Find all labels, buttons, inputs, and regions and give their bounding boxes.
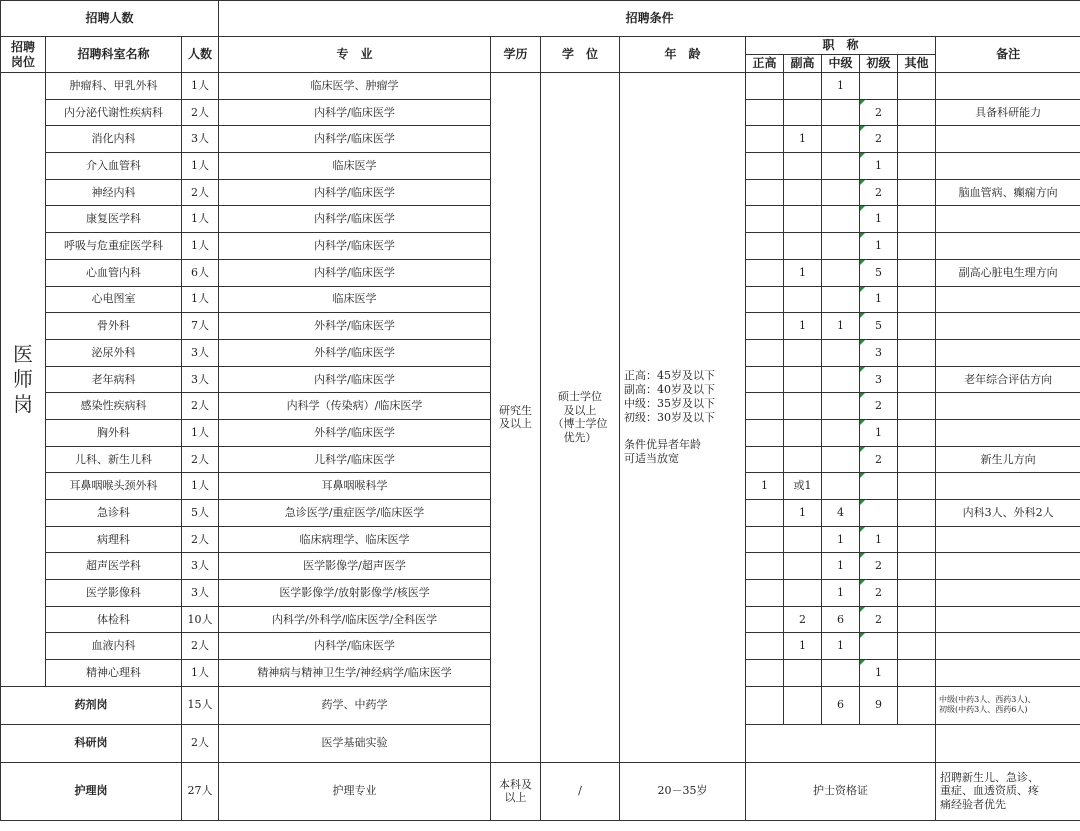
title-zhongji-cell (822, 179, 860, 206)
title-zhongji-cell (822, 153, 860, 180)
title-chuji-cell: 1 (860, 233, 898, 260)
title-zhongji-cell (822, 286, 860, 313)
title-zhenggao-cell (746, 553, 784, 580)
remarks-cell: 新生儿方向 (936, 446, 1080, 473)
pharmacy-major: 药学、中药学 (219, 686, 491, 724)
major-cell: 内科学/临床医学 (219, 206, 491, 233)
pharmacy-zhongji: 6 (822, 686, 860, 724)
count-cell: 1人 (182, 73, 219, 100)
title-chuji-cell: 2 (860, 179, 898, 206)
title-zhenggao-cell (746, 500, 784, 527)
header-row-1 (1, 1, 1080, 37)
title-zhongji-cell (822, 366, 860, 393)
title-zhongji-cell: 1 (822, 526, 860, 553)
title-chuji-cell: 2 (860, 126, 898, 153)
title-fugao-cell (784, 553, 822, 580)
title-qita-cell (898, 179, 936, 206)
remarks-cell: 老年综合评估方向 (936, 366, 1080, 393)
title-chuji-cell: 5 (860, 313, 898, 340)
header-post: 招聘 岗位 (1, 37, 46, 73)
title-chuji-cell: 2 (860, 553, 898, 580)
major-cell: 内科学/临床医学 (219, 99, 491, 126)
count-cell: 2人 (182, 446, 219, 473)
title-zhenggao-cell (746, 206, 784, 233)
title-fugao-cell: 2 (784, 606, 822, 633)
remarks-cell (936, 660, 1080, 687)
title-qita-cell (898, 500, 936, 527)
remarks-cell (936, 313, 1080, 340)
dept-cell: 呼吸与危重症医学科 (46, 233, 182, 260)
title-zhongji-cell (822, 473, 860, 500)
title-chuji-cell: 1 (860, 206, 898, 233)
remarks-cell (936, 393, 1080, 420)
title-zhenggao-cell (746, 233, 784, 260)
title-chuji-cell (860, 633, 898, 660)
remarks-cell (936, 580, 1080, 607)
title-zhongji-cell (822, 126, 860, 153)
remarks-cell: 脑血管病、癫痫方向 (936, 179, 1080, 206)
title-zhenggao-cell (746, 393, 784, 420)
pharmacy-remarks-line-2: 初级(中药3人、西药6人) (939, 705, 1028, 715)
remarks-cell (936, 286, 1080, 313)
pharmacy-fugao (784, 686, 822, 724)
title-zhongji-cell: 1 (822, 553, 860, 580)
doctor-post-label: 医 师 岗 (1, 73, 46, 687)
dept-cell: 神经内科 (46, 179, 182, 206)
nursing-age: 20－35岁 (620, 762, 746, 820)
dept-cell: 骨外科 (46, 313, 182, 340)
dept-cell: 消化内科 (46, 126, 182, 153)
title-chuji-cell: 2 (860, 99, 898, 126)
remarks-cell: 具备科研能力 (936, 99, 1080, 126)
title-zhongji-cell (822, 233, 860, 260)
count-cell: 3人 (182, 553, 219, 580)
title-chuji-cell: 3 (860, 366, 898, 393)
title-fugao-cell (784, 366, 822, 393)
pharmacy-remarks-line-1: 中级(中药3人、西药3人)、 (939, 695, 1036, 705)
pharmacy-zhenggao (746, 686, 784, 724)
remarks-cell (936, 473, 1080, 500)
title-zhenggao-cell (746, 99, 784, 126)
dept-cell: 儿科、新生儿科 (46, 446, 182, 473)
pharmacy-post: 药剂岗 (1, 686, 182, 724)
title-chuji-cell: 1 (860, 660, 898, 687)
count-cell: 10人 (182, 606, 219, 633)
title-qita-cell (898, 580, 936, 607)
title-zhenggao-cell (746, 419, 784, 446)
remarks-cell (936, 419, 1080, 446)
title-zhongji-cell: 1 (822, 73, 860, 100)
header-title-zhongji: 中级 (822, 55, 860, 73)
header-remarks: 备注 (936, 37, 1080, 73)
title-fugao-cell (784, 73, 822, 100)
title-fugao-cell (784, 660, 822, 687)
title-fugao-cell (784, 206, 822, 233)
title-zhongji-cell: 1 (822, 580, 860, 607)
title-fugao-cell (784, 419, 822, 446)
major-cell: 急诊医学/重症医学/临床医学 (219, 500, 491, 527)
remarks-cell (936, 233, 1080, 260)
major-cell: 临床病理学、临床医学 (219, 526, 491, 553)
title-zhenggao-cell (746, 526, 784, 553)
pharmacy-chuji: 9 (860, 686, 898, 724)
remarks-cell (936, 633, 1080, 660)
count-cell: 2人 (182, 526, 219, 553)
title-chuji-cell: 2 (860, 446, 898, 473)
count-cell: 1人 (182, 660, 219, 687)
pharmacy-remarks (936, 686, 1080, 724)
title-zhongji-cell (822, 660, 860, 687)
title-zhenggao-cell (746, 153, 784, 180)
dept-cell: 血液内科 (46, 633, 182, 660)
title-chuji-cell: 2 (860, 393, 898, 420)
title-qita-cell (898, 633, 936, 660)
title-chuji-cell (860, 500, 898, 527)
pharmacy-count: 15人 (182, 686, 219, 724)
title-fugao-cell: 1 (784, 126, 822, 153)
count-cell: 3人 (182, 339, 219, 366)
header-title-fugao: 副高 (784, 55, 822, 73)
title-zhongji-cell (822, 393, 860, 420)
title-zhenggao-cell (746, 339, 784, 366)
title-qita-cell (898, 366, 936, 393)
count-cell: 7人 (182, 313, 219, 340)
major-cell: 临床医学 (219, 286, 491, 313)
title-qita-cell (898, 313, 936, 340)
dept-cell: 肿瘤科、甲乳外科 (46, 73, 182, 100)
major-cell: 临床医学、肿瘤学 (219, 73, 491, 100)
title-qita-cell (898, 206, 936, 233)
title-qita-cell (898, 126, 936, 153)
header-major: 专 业 (219, 37, 491, 73)
dept-cell: 心电图室 (46, 286, 182, 313)
header-conditions-group: 招聘条件 (219, 1, 1080, 37)
dept-cell: 泌尿外科 (46, 339, 182, 366)
remarks-cell (936, 526, 1080, 553)
title-fugao-cell (784, 286, 822, 313)
title-qita-cell (898, 153, 936, 180)
title-chuji-cell (860, 473, 898, 500)
title-fugao-cell: 1 (784, 259, 822, 286)
dept-cell: 心血管内科 (46, 259, 182, 286)
nursing-title-req: 护士资格证 (746, 762, 936, 820)
count-cell: 1人 (182, 419, 219, 446)
header-age: 年 龄 (620, 37, 746, 73)
title-zhenggao-cell (746, 580, 784, 607)
dept-cell: 超声医学科 (46, 553, 182, 580)
title-chuji-cell: 2 (860, 606, 898, 633)
research-count: 2人 (182, 724, 219, 762)
major-cell: 内科学/临床医学 (219, 126, 491, 153)
title-qita-cell (898, 473, 936, 500)
title-zhenggao-cell: 1 (746, 473, 784, 500)
title-zhenggao-cell (746, 73, 784, 100)
count-cell: 1人 (182, 206, 219, 233)
remarks-cell (936, 73, 1080, 100)
header-degree: 学 位 (541, 37, 620, 73)
nursing-degree: / (541, 762, 620, 820)
major-cell: 内科学/临床医学 (219, 259, 491, 286)
title-fugao-cell (784, 179, 822, 206)
major-cell: 儿科学/临床医学 (219, 446, 491, 473)
title-fugao-cell: 1 (784, 313, 822, 340)
remarks-cell (936, 553, 1080, 580)
title-qita-cell (898, 259, 936, 286)
title-qita-cell (898, 446, 936, 473)
research-remarks (936, 724, 1080, 762)
title-qita-cell (898, 393, 936, 420)
title-qita-cell (898, 286, 936, 313)
research-titles (746, 724, 936, 762)
count-cell: 3人 (182, 366, 219, 393)
nursing-edu: 本科及 以上 (491, 762, 541, 820)
count-cell: 3人 (182, 580, 219, 607)
header-row-2 (1, 37, 1080, 55)
pharmacy-qita (898, 686, 936, 724)
dept-cell: 内分泌代谢性疾病科 (46, 99, 182, 126)
major-cell: 临床医学 (219, 153, 491, 180)
nursing-major: 护理专业 (219, 762, 491, 820)
dept-cell: 医学影像科 (46, 580, 182, 607)
dept-cell: 老年病科 (46, 366, 182, 393)
research-post: 科研岗 (1, 724, 182, 762)
dept-cell: 介入血管科 (46, 153, 182, 180)
title-fugao-cell: 1 (784, 500, 822, 527)
title-fugao-cell (784, 99, 822, 126)
header-edu: 学历 (491, 37, 541, 73)
count-cell: 1人 (182, 153, 219, 180)
title-zhongji-cell: 4 (822, 500, 860, 527)
table-row (1, 73, 1080, 100)
header-dept: 招聘科室名称 (46, 37, 182, 73)
title-zhongji-cell (822, 99, 860, 126)
major-cell: 内科学/临床医学 (219, 179, 491, 206)
dept-cell: 精神心理科 (46, 660, 182, 687)
header-title-zhenggao: 正高 (746, 55, 784, 73)
count-cell: 1人 (182, 473, 219, 500)
count-cell: 6人 (182, 259, 219, 286)
major-cell: 内科学/临床医学 (219, 233, 491, 260)
major-cell: 精神病与精神卫生学/神经病学/临床医学 (219, 660, 491, 687)
title-zhongji-cell (822, 446, 860, 473)
dept-cell: 耳鼻咽喉头颈外科 (46, 473, 182, 500)
title-zhenggao-cell (746, 660, 784, 687)
remarks-cell (936, 153, 1080, 180)
title-chuji-cell (860, 73, 898, 100)
major-cell: 内科学（传染病）/临床医学 (219, 393, 491, 420)
title-chuji-cell: 1 (860, 153, 898, 180)
title-zhenggao-cell (746, 446, 784, 473)
nursing-row (1, 762, 1080, 820)
major-cell: 内科学/临床医学 (219, 633, 491, 660)
shared-age-cell: 正高：45岁及以下 副高：40岁及以下 中级：35岁及以下 初级：30岁及以下 条件优异者年龄 可适当放宽 (620, 73, 746, 763)
title-zhongji-cell: 1 (822, 313, 860, 340)
title-qita-cell (898, 419, 936, 446)
dept-cell: 急诊科 (46, 500, 182, 527)
header-num: 人数 (182, 37, 219, 73)
title-fugao-cell (784, 233, 822, 260)
nursing-post: 护理岗 (1, 762, 182, 820)
shared-edu-cell: 研究生 及以上 (491, 73, 541, 763)
title-qita-cell (898, 233, 936, 260)
title-chuji-cell: 2 (860, 580, 898, 607)
title-zhongji-cell: 1 (822, 633, 860, 660)
title-qita-cell (898, 73, 936, 100)
title-qita-cell (898, 339, 936, 366)
title-zhenggao-cell (746, 286, 784, 313)
dept-cell: 胸外科 (46, 419, 182, 446)
title-zhenggao-cell (746, 179, 784, 206)
title-qita-cell (898, 606, 936, 633)
title-qita-cell (898, 553, 936, 580)
remarks-cell (936, 606, 1080, 633)
major-cell: 内科学/外科学/临床医学/全科医学 (219, 606, 491, 633)
count-cell: 3人 (182, 126, 219, 153)
research-major: 医学基础实验 (219, 724, 491, 762)
title-zhenggao-cell (746, 259, 784, 286)
count-cell: 1人 (182, 233, 219, 260)
title-zhenggao-cell (746, 366, 784, 393)
remarks-cell (936, 206, 1080, 233)
title-zhongji-cell (822, 419, 860, 446)
header-title-chuji: 初级 (860, 55, 898, 73)
title-fugao-cell (784, 393, 822, 420)
title-fugao-cell (784, 339, 822, 366)
shared-degree-cell: 硕士学位 及以上 （博士学位 优先） (541, 73, 620, 763)
remarks-cell: 内科3人、外科2人 (936, 500, 1080, 527)
count-cell: 2人 (182, 393, 219, 420)
major-cell: 外科学/临床医学 (219, 313, 491, 340)
title-chuji-cell: 3 (860, 339, 898, 366)
title-fugao-cell (784, 153, 822, 180)
remarks-cell (936, 126, 1080, 153)
title-chuji-cell: 1 (860, 286, 898, 313)
title-zhongji-cell (822, 206, 860, 233)
title-fugao-cell (784, 446, 822, 473)
dept-cell: 体检科 (46, 606, 182, 633)
title-qita-cell (898, 660, 936, 687)
count-cell: 2人 (182, 99, 219, 126)
title-fugao-cell: 1 (784, 633, 822, 660)
title-chuji-cell: 1 (860, 419, 898, 446)
title-zhenggao-cell (746, 633, 784, 660)
major-cell: 医学影像学/放射影像学/核医学 (219, 580, 491, 607)
dept-cell: 病理科 (46, 526, 182, 553)
remarks-cell (936, 339, 1080, 366)
nursing-remarks: 招聘新生儿、急诊、 重症、血透资质、疼 痛经验者优先 (936, 762, 1080, 820)
title-fugao-cell (784, 580, 822, 607)
header-count-group: 招聘人数 (1, 1, 219, 37)
count-cell: 2人 (182, 633, 219, 660)
dept-cell: 康复医学科 (46, 206, 182, 233)
header-title-qita: 其他 (898, 55, 936, 73)
title-fugao-cell (784, 526, 822, 553)
major-cell: 耳鼻咽喉科学 (219, 473, 491, 500)
title-zhenggao-cell (746, 126, 784, 153)
nursing-count: 27人 (182, 762, 219, 820)
major-cell: 外科学/临床医学 (219, 339, 491, 366)
count-cell: 2人 (182, 179, 219, 206)
title-fugao-cell: 或1 (784, 473, 822, 500)
count-cell: 5人 (182, 500, 219, 527)
dept-cell: 感染性疾病科 (46, 393, 182, 420)
title-zhongji-cell (822, 339, 860, 366)
count-cell: 1人 (182, 286, 219, 313)
major-cell: 内科学/临床医学 (219, 366, 491, 393)
header-title-group: 职 称 (746, 37, 936, 55)
title-zhongji-cell: 6 (822, 606, 860, 633)
title-zhenggao-cell (746, 313, 784, 340)
title-chuji-cell: 1 (860, 526, 898, 553)
title-qita-cell (898, 526, 936, 553)
title-zhongji-cell (822, 259, 860, 286)
major-cell: 外科学/临床医学 (219, 419, 491, 446)
remarks-cell: 副高心脏电生理方向 (936, 259, 1080, 286)
title-zhenggao-cell (746, 606, 784, 633)
major-cell: 医学影像学/超声医学 (219, 553, 491, 580)
title-qita-cell (898, 99, 936, 126)
title-chuji-cell: 5 (860, 259, 898, 286)
